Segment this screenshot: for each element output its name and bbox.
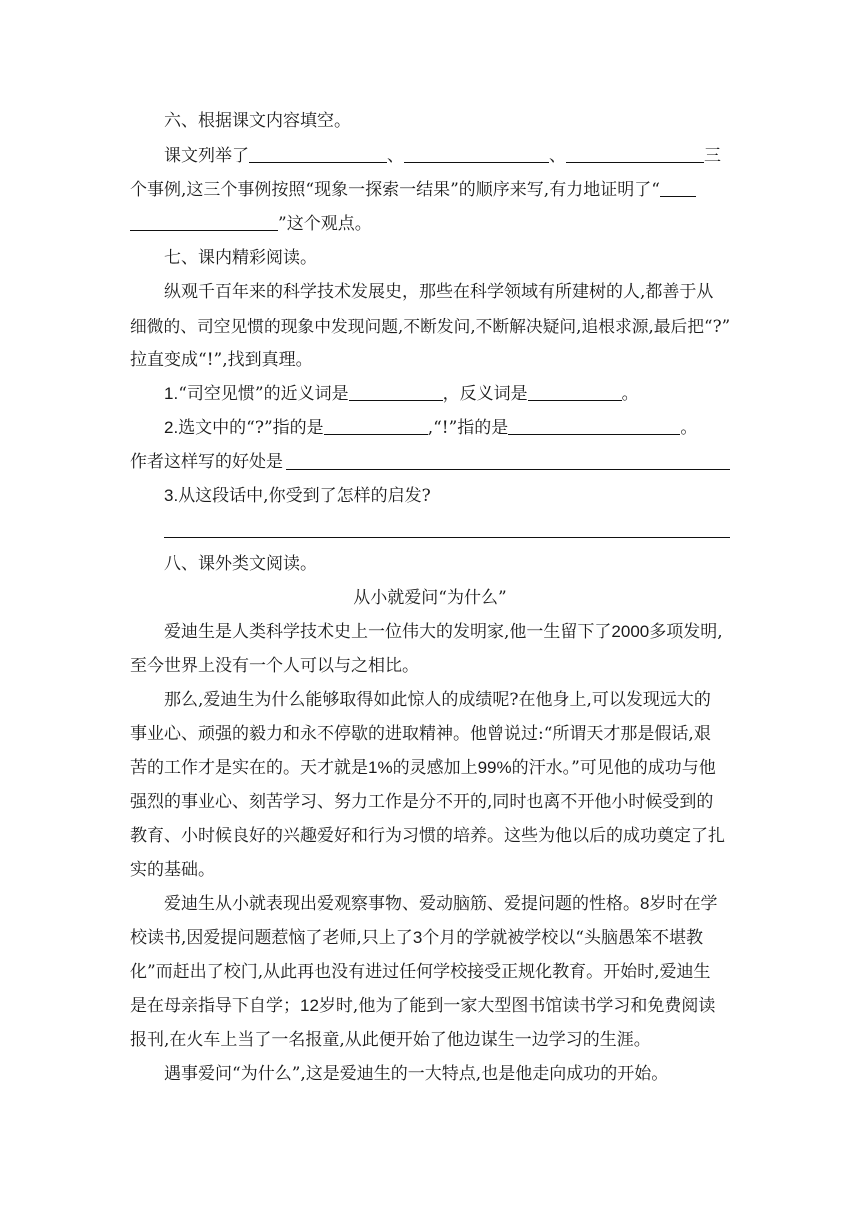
article-p2-line-6: 实的基础。	[130, 860, 215, 880]
answer-blank-viewpoint-start[interactable]	[660, 176, 696, 197]
answer-line-benefit[interactable]	[286, 469, 730, 470]
article-p2-line-3: 苦的工作才是实在的。天才就是1%的灵感加上99%的汗水。”可见他的成功与他	[130, 758, 716, 778]
article-p3-line-5: 报刊,在火车上当了一名报童,从此便开始了他边谋生一边学习的生涯。	[130, 1030, 651, 1050]
article-p2-line-2: 事业心、顽强的毅力和永不停歇的进取精神。他曾说过:“所谓天才那是假话,艰	[130, 724, 711, 744]
question-7-3-answer-row	[130, 513, 730, 547]
question-7-3: 3.从这段话中,你受到了怎样的启发?	[164, 486, 431, 506]
answer-blank-question-mark-meaning[interactable]	[324, 414, 428, 435]
section-7-heading: 七、课内精彩阅读。	[164, 248, 317, 268]
section-6-line-1: 课文列举了 、 、 三	[130, 139, 730, 173]
section-8-heading: 八、课外类文阅读。	[164, 554, 317, 574]
answer-blank-synonym[interactable]	[349, 380, 443, 401]
passage-7-line-2: 细微的、司空见惯的现象中发现问题,不断发问,不断解决疑问,追根求源,最后把“?”	[130, 316, 731, 336]
answer-line-inspiration[interactable]	[164, 537, 730, 538]
passage-7-line-1: 纵观千百年来的科学技术发展史，那些在科学领域有所建树的人,都善于从	[164, 282, 714, 302]
section-6-line-2: 个事例,这三个事例按照“现象一探索一结果”的顺序来写,有力地证明了“	[130, 173, 730, 207]
answer-blank-example-3[interactable]	[566, 142, 704, 163]
article-p3-line-2: 校读书,因爱提问题惹恼了老师,只上了3个月的学就被学校以“头脑愚笨不堪教	[130, 928, 703, 948]
question-7-2: 2.选文中的“?”指的是 ,“!”指的是 。	[130, 411, 730, 445]
article-p2-line-1: 那么,爱迪生为什么能够取得如此惊人的成绩呢?在他身上,可以发现远大的	[164, 690, 711, 710]
question-7-1: 1.“司空见惯”的近义词是 ，反义词是 。	[130, 377, 730, 411]
article-p4-line-1: 遇事爱问“为什么”,这是爱迪生的一大特点,也是他走向成功的开始。	[164, 1064, 669, 1084]
question-7-2-benefit: 作者这样写的好处是	[130, 445, 730, 479]
answer-blank-example-1[interactable]	[249, 142, 387, 163]
answer-blank-exclamation-meaning[interactable]	[508, 414, 680, 435]
section-6-heading: 六、根据课文内容填空。	[164, 111, 351, 131]
article-p1-line-2: 至今世界上没有一个人可以与之相比。	[130, 656, 419, 676]
passage-7-line-3: 拉直变成“!”,找到真理。	[130, 350, 313, 370]
article-p3-line-4: 是在母亲指导下自学；12岁时,他为了能到一家大型图书馆读书学习和免费阅读	[130, 996, 716, 1016]
article-p2-line-5: 教育、小时候良好的兴趣爱好和行为习惯的培养。这些为他以后的成功奠定了扎	[130, 826, 725, 846]
article-p3-line-1: 爱迪生从小就表现出爱观察事物、爱动脑筋、爱提问题的性格。8岁时在学	[164, 894, 718, 914]
article-p1-line-1: 爱迪生是人类科学技术史上一位伟大的发明家,他一生留下了2000多项发明,	[164, 622, 723, 642]
section-6-line-3: ”这个观点。	[130, 207, 730, 241]
article-title: 从小就爱问“为什么”	[353, 588, 507, 608]
answer-blank-antonym[interactable]	[528, 380, 622, 401]
answer-blank-example-2[interactable]	[404, 142, 549, 163]
answer-blank-viewpoint-end[interactable]	[130, 210, 278, 231]
article-p3-line-3: 化”而赶出了校门,从此再也没有进过任何学校接受正规化教育。开始时,爱迪生	[130, 962, 711, 982]
article-p2-line-4: 强烈的事业心、刻苦学习、努力工作是分不开的,同时也离不开他小时候受到的	[130, 792, 714, 812]
